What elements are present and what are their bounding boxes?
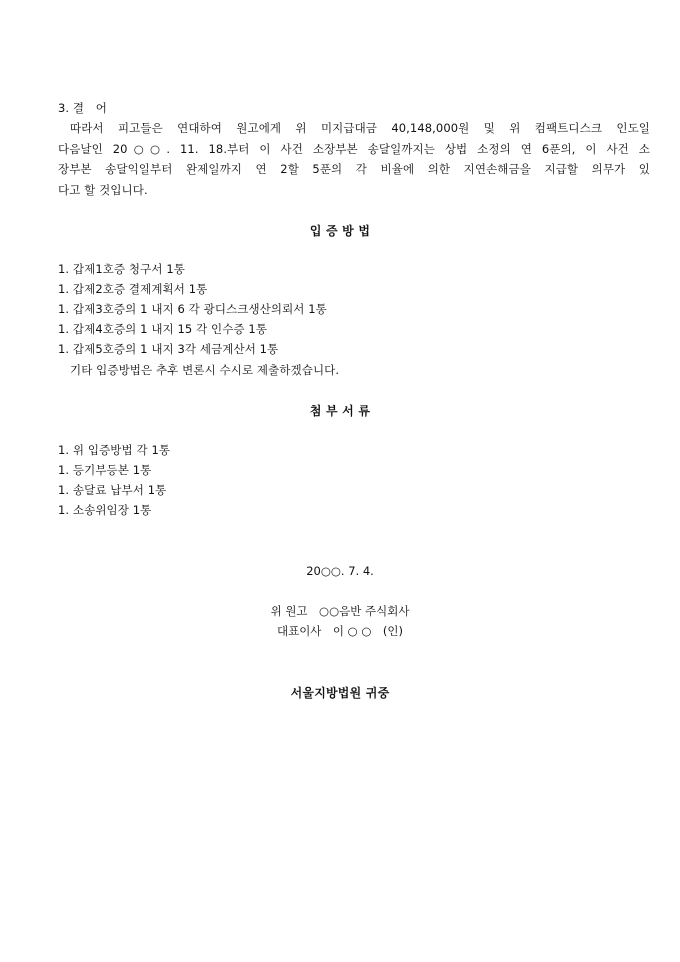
evidence-item: 1. 갑제1호증 청구서 1통 <box>58 262 185 276</box>
attachments-title: 첨 부 서 류 <box>309 404 371 418</box>
conclusion-line-2: 다음날인 20○○. 11. 18.부터 이 사건 소장부본 송달일까지는 상법 소정의 연 6푼의, 이 사건 소 <box>58 142 650 156</box>
representative-line: 대표이사 이 ○ ○ (인) <box>276 624 403 638</box>
plaintiff-line: 위 원고 ○○음반 주식회사 <box>270 604 410 618</box>
filing-date: 20○○. 7. 4. <box>306 564 374 578</box>
evidence-title: 입 증 방 법 <box>309 224 371 238</box>
attachment-item: 1. 등기부등본 1통 <box>58 463 152 477</box>
evidence-note: 기타 입증방법은 추후 변론시 수시로 제출하겠습니다. <box>70 363 340 377</box>
evidence-item: 1. 갑제5호증의 1 내지 3각 세금계산서 1통 <box>58 342 279 356</box>
evidence-item: 1. 갑제4호증의 1 내지 15 각 인수증 1통 <box>58 322 268 336</box>
conclusion-heading: 3. 결 어 <box>58 101 107 115</box>
evidence-item: 1. 갑제3호증의 1 내지 6 각 광디스크생산의뢰서 1통 <box>58 302 327 316</box>
court-addressee: 서울지방법원 귀중 <box>290 686 390 700</box>
conclusion-line-1: 따라서 피고들은 연대하여 원고에게 위 미지급대금 40,148,000원 및 위 컴팩트디스크 인도일 <box>70 121 650 135</box>
conclusion-line-3: 장부본 송달익일부터 완제일까지 연 2할 5푼의 각 비율에 의한 지연손해금을 지급할 의무가 있 <box>58 162 650 176</box>
attachment-item: 1. 위 입증방법 각 1통 <box>58 443 171 457</box>
attachment-item: 1. 소송위임장 1통 <box>58 503 152 517</box>
attachment-item: 1. 송달료 납부서 1통 <box>58 483 167 497</box>
conclusion-line-4: 다고 할 것입니다. <box>58 183 148 197</box>
evidence-item: 1. 갑제2호증 결제계획서 1통 <box>58 282 208 296</box>
